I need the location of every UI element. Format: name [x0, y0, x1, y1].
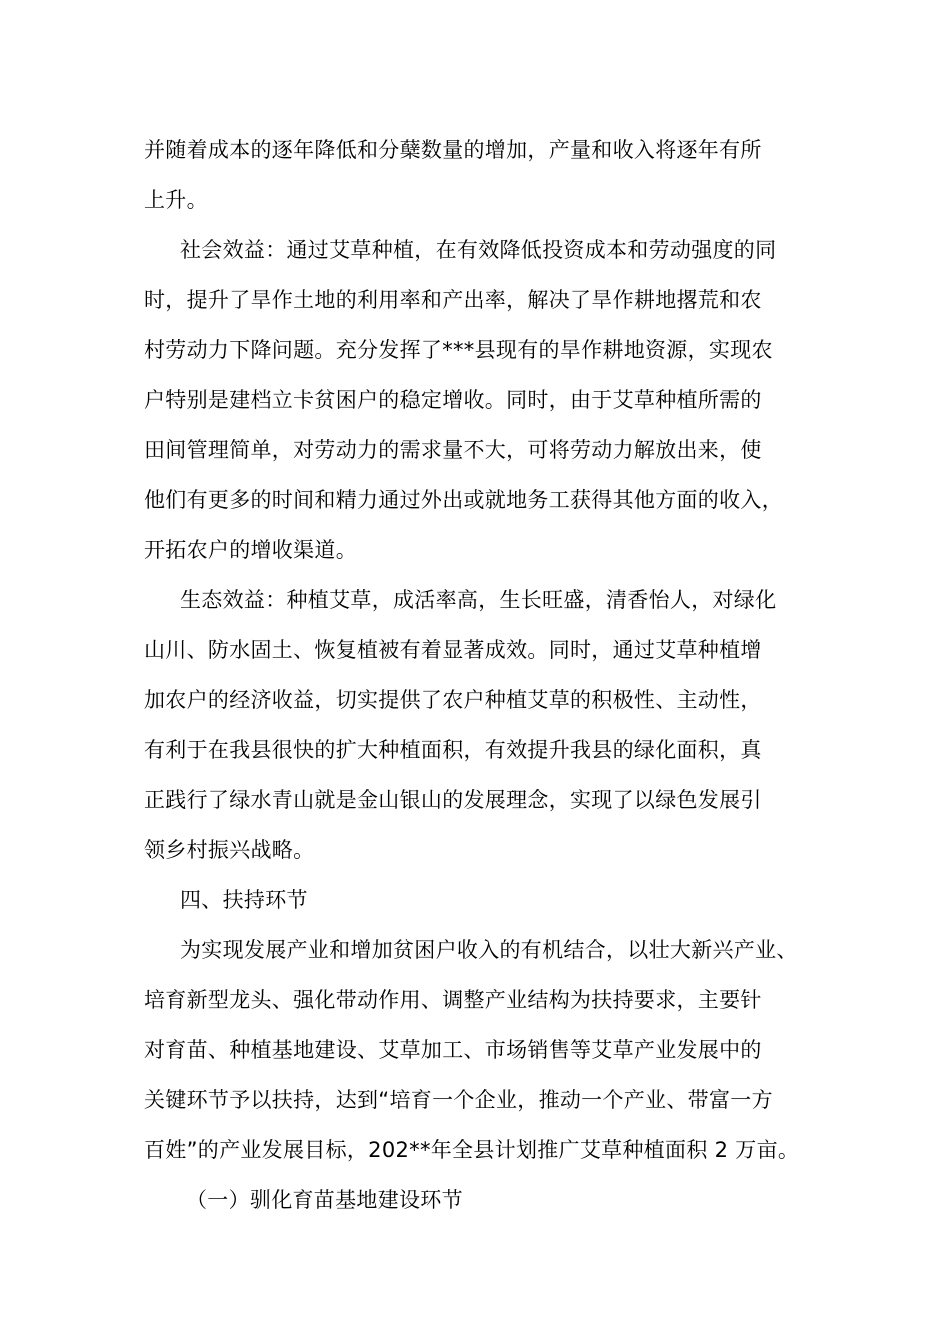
paragraph-line: 村劳动力下降问题。充分发挥了***县现有的旱作耕地资源，实现农	[144, 338, 773, 362]
paragraph-line: 加农户的经济收益，切实提供了农户种植艾草的积极性、主动性，	[144, 688, 762, 712]
paragraph-line: 山川、防水固土、恢复植被有着显著成效。同时，通过艾草种植增	[144, 638, 762, 662]
paragraph-line: 对育苗、种植基地建设、艾草加工、市场销售等艾草产业发展中的	[144, 1038, 762, 1062]
paragraph-line: 上升。	[144, 188, 208, 212]
eco-benefit-paragraph-start: 生态效益：种植艾草，成活率高，生长旺盛，清香怡人，对绿化	[180, 588, 777, 612]
paragraph-line: 正践行了绿水青山就是金山银山的发展理念，实现了以绿色发展引	[144, 788, 762, 812]
subsection-heading: （一）驯化育苗基地建设环节	[186, 1188, 463, 1212]
paragraph-line: 百姓”的产业发展目标，202**年全县计划推广艾草种植面积 2 万亩。	[144, 1138, 800, 1162]
paragraph-line: 户特别是建档立卡贫困户的稳定增收。同时，由于艾草种植所需的	[144, 388, 762, 412]
social-benefit-paragraph-start: 社会效益：通过艾草种植，在有效降低投资成本和劳动强度的同	[180, 238, 777, 262]
paragraph-line: 领乡村振兴战略。	[144, 838, 315, 862]
paragraph-line: 有利于在我县很快的扩大种植面积，有效提升我县的绿化面积，真	[144, 738, 762, 762]
paragraph-line: 培育新型龙头、强化带动作用、调整产业结构为扶持要求，主要针	[144, 988, 762, 1012]
document-body	[144, 125, 834, 1225]
paragraph-line: 时，提升了旱作土地的利用率和产出率，解决了旱作耕地撂荒和农	[144, 288, 762, 312]
paragraph-line: 他们有更多的时间和精力通过外出或就地务工获得其他方面的收入，	[144, 488, 783, 512]
paragraph-line: 并随着成本的逐年降低和分蘖数量的增加，产量和收入将逐年有所	[144, 138, 762, 162]
paragraph-line: 开拓农户的增收渠道。	[144, 538, 357, 562]
paragraph-line: 关键环节予以扶持，达到“培育一个企业，推动一个产业、带富一方	[144, 1088, 773, 1112]
support-paragraph-start: 为实现发展产业和增加贫困户收入的有机结合，以壮大新兴产业、	[180, 938, 798, 962]
section-heading: 四、扶持环节	[180, 888, 308, 912]
paragraph-line: 田间管理简单，对劳动力的需求量不大，可将劳动力解放出来，使	[144, 438, 762, 462]
